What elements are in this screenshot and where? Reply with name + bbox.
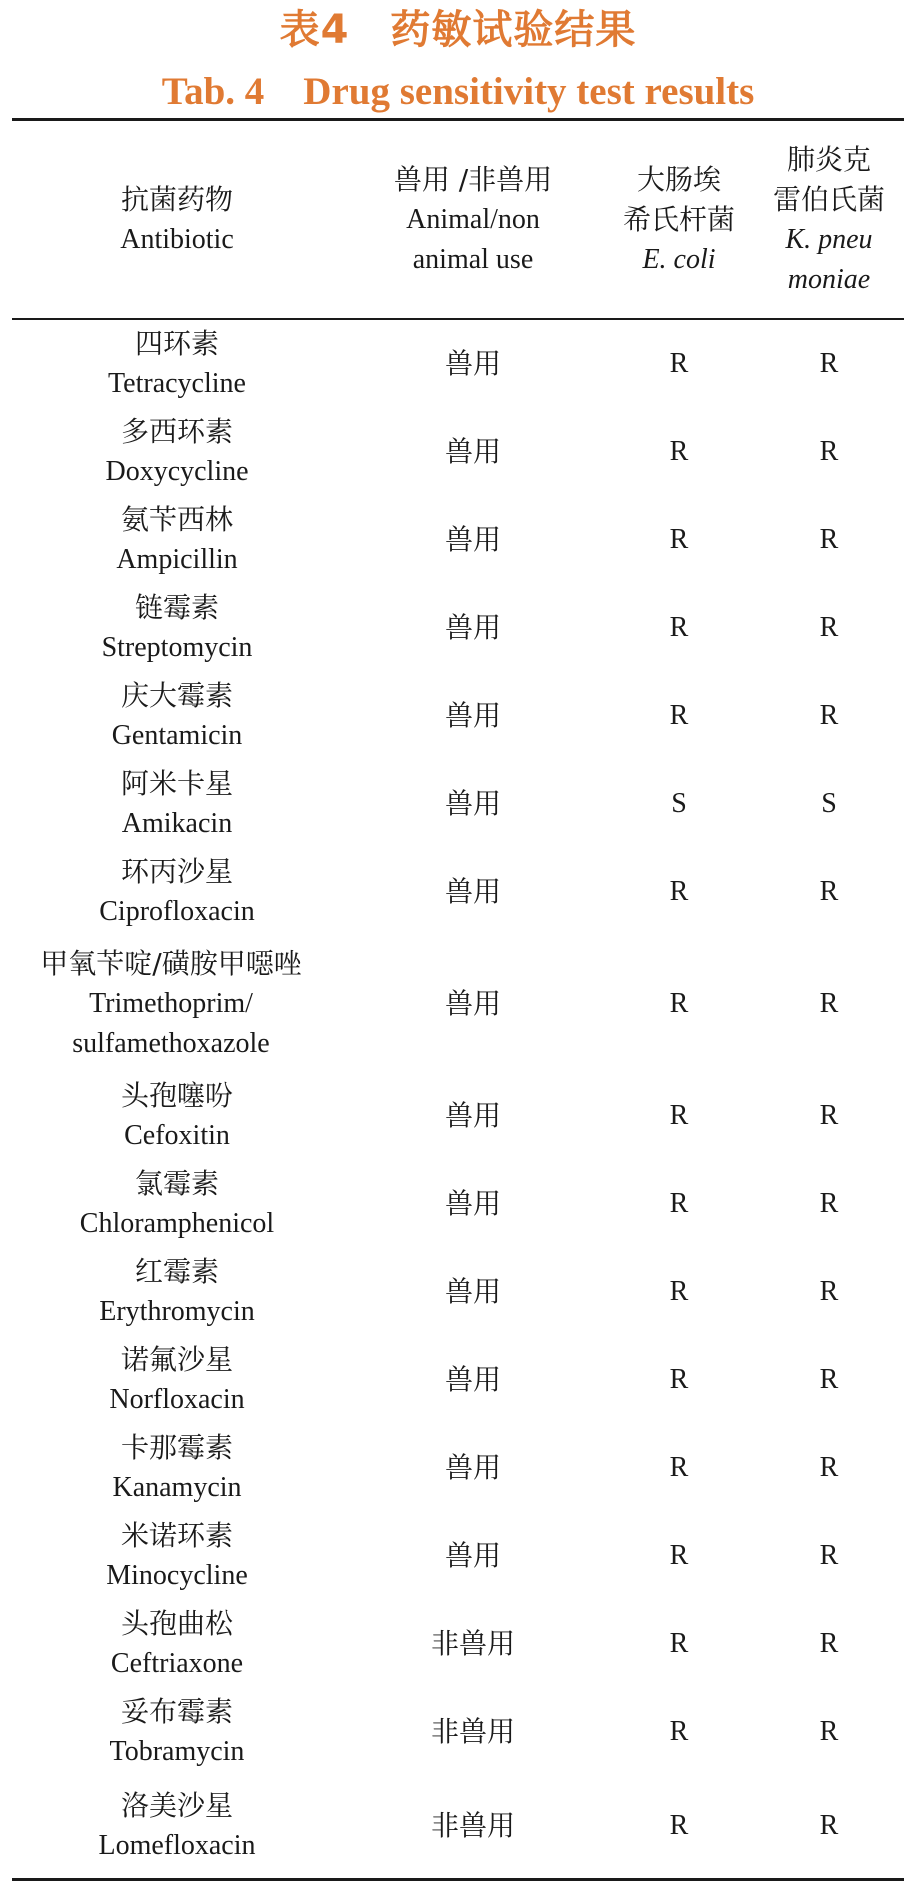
header-ecoli-zh-1: 大肠埃	[636, 162, 721, 196]
antibiotic-zh: 多西环素	[120, 415, 233, 448]
kpneu-cell: R	[819, 1364, 839, 1395]
ecoli-cell: R	[669, 1188, 689, 1219]
antibiotic-zh: 卡那霉素	[120, 1431, 233, 1464]
ecoli-cell: R	[669, 1364, 689, 1395]
use-cell: 兽用	[444, 523, 501, 556]
antibiotic-zh: 环丙沙星	[120, 855, 233, 888]
table-row	[12, 1688, 904, 1776]
use-cell: 兽用	[444, 1363, 501, 1396]
use-cell: 兽用	[444, 1187, 501, 1220]
antibiotic-zh: 米诺环素	[120, 1519, 233, 1552]
antibiotic-zh: 四环素	[134, 327, 219, 360]
kpneu-cell: R	[819, 1452, 839, 1483]
antibiotic-zh: 红霉素	[134, 1255, 219, 1288]
use-cell: 兽用	[444, 875, 501, 908]
kpneu-cell: R	[819, 612, 839, 643]
ecoli-cell: R	[669, 876, 689, 907]
header-antibiotic	[12, 121, 342, 318]
antibiotic-zh: 头孢曲松	[120, 1607, 233, 1640]
kpneu-cell: R	[819, 1628, 839, 1659]
antibiotic-zh: 甲氧苄啶/磺胺甲噁唑	[40, 947, 302, 980]
antibiotic-cell	[12, 1072, 342, 1160]
ecoli-cell: R	[669, 612, 689, 643]
antibiotic-en: Tetracycline	[108, 368, 246, 399]
header-use	[342, 121, 604, 318]
antibiotic-en: Norfloxacin	[109, 1384, 245, 1415]
table-title-zh: 表4 药敏试验结果	[279, 7, 637, 53]
use-cell: 兽用	[444, 787, 501, 820]
antibiotic-cell	[12, 1424, 342, 1512]
antibiotic-zh: 洛美沙星	[120, 1789, 233, 1822]
ecoli-cell: R	[669, 436, 689, 467]
antibiotic-cell	[12, 320, 342, 408]
table-row	[12, 1600, 904, 1688]
kpneu-cell: R	[819, 1810, 839, 1841]
antibiotic-cell	[12, 760, 342, 848]
header-antibiotic-en: Antibiotic	[120, 223, 234, 255]
header-use-zh: 兽用 /非兽用	[393, 162, 553, 196]
kpneu-cell: R	[819, 1188, 839, 1219]
antibiotic-cell	[12, 1512, 342, 1600]
table-row	[12, 1776, 904, 1876]
table-row	[12, 408, 904, 496]
table-row	[12, 1072, 904, 1160]
antibiotic-zh: 氨苄西林	[120, 503, 233, 536]
use-cell: 兽用	[444, 1451, 501, 1484]
kpneu-cell: R	[819, 524, 839, 555]
antibiotic-en: Kanamycin	[112, 1472, 242, 1503]
kpneu-cell: R	[819, 988, 839, 1019]
bottom-rule	[12, 1878, 904, 1881]
antibiotic-en: Ampicillin	[116, 544, 238, 575]
use-cell: 兽用	[444, 1539, 501, 1572]
table-row	[12, 496, 904, 584]
kpneu-cell: R	[819, 1540, 839, 1571]
table-row	[12, 760, 904, 848]
table-row	[12, 848, 904, 936]
antibiotic-en: Amikacin	[121, 808, 233, 839]
kpneu-cell: R	[819, 700, 839, 731]
antibiotic-cell	[12, 1336, 342, 1424]
antibiotic-zh: 诺氟沙星	[120, 1343, 233, 1376]
antibiotic-en: Streptomycin	[101, 632, 253, 663]
ecoli-cell: R	[669, 1628, 689, 1659]
antibiotic-zh: 氯霉素	[134, 1167, 219, 1200]
use-cell: 兽用	[444, 1275, 501, 1308]
header-ecoli-zh-2: 希氏杆菌	[622, 202, 735, 236]
ecoli-cell: R	[669, 348, 689, 379]
ecoli-cell: R	[669, 1276, 689, 1307]
header-kpneu-zh-2: 雷伯氏菌	[772, 182, 885, 216]
table-title-en: Tab. 4 Drug sensitivity test results	[161, 70, 755, 113]
kpneu-cell: R	[819, 876, 839, 907]
use-cell: 兽用	[444, 987, 501, 1020]
kpneu-cell: R	[819, 1716, 839, 1747]
antibiotic-zh: 阿米卡星	[120, 767, 233, 800]
header-kpneu-zh-1: 肺炎克	[786, 142, 871, 176]
ecoli-cell: R	[669, 524, 689, 555]
table-row	[12, 1424, 904, 1512]
header-kpneu	[754, 121, 904, 318]
antibiotic-cell	[12, 584, 342, 672]
table-row	[12, 320, 904, 408]
antibiotic-cell	[0, 936, 342, 1072]
antibiotic-en-line-2: sulfamethoxazole	[72, 1028, 270, 1059]
antibiotic-cell	[12, 848, 342, 936]
ecoli-cell: R	[669, 988, 689, 1019]
antibiotic-en: Chloramphenicol	[79, 1208, 275, 1239]
kpneu-cell: R	[819, 1100, 839, 1131]
use-cell: 兽用	[444, 347, 501, 380]
antibiotic-cell	[12, 1688, 342, 1776]
antibiotic-en: Erythromycin	[99, 1296, 255, 1327]
table-row	[12, 1336, 904, 1424]
kpneu-cell: R	[819, 1276, 839, 1307]
use-cell: 兽用	[444, 435, 501, 468]
antibiotic-zh: 链霉素	[134, 591, 219, 624]
header-ecoli	[604, 121, 754, 318]
antibiotic-cell	[12, 1248, 342, 1336]
kpneu-cell: S	[821, 788, 837, 819]
use-cell: 兽用	[444, 1099, 501, 1132]
antibiotic-en: Ciprofloxacin	[99, 896, 255, 927]
ecoli-cell: S	[671, 788, 687, 819]
use-cell: 兽用	[444, 611, 501, 644]
antibiotic-cell	[12, 672, 342, 760]
ecoli-cell: R	[669, 1452, 689, 1483]
antibiotic-zh: 头孢噻吩	[120, 1079, 233, 1112]
header-kpneu-en-1: K. pneu	[785, 223, 873, 255]
antibiotic-en: Trimethoprim/	[89, 988, 253, 1019]
header-kpneu-en-2: moniae	[787, 263, 871, 295]
table-row	[12, 1248, 904, 1336]
ecoli-cell: R	[669, 1716, 689, 1747]
ecoli-cell: R	[669, 1100, 689, 1131]
table-body	[12, 320, 904, 1876]
antibiotic-cell	[12, 1600, 342, 1688]
table-header	[12, 121, 904, 318]
antibiotic-en: Tobramycin	[109, 1736, 245, 1767]
use-cell: 非兽用	[430, 1809, 515, 1842]
antibiotic-en: Gentamicin	[111, 720, 243, 751]
table-row	[12, 584, 904, 672]
antibiotic-en: Minocycline	[106, 1560, 248, 1591]
use-cell: 非兽用	[430, 1627, 515, 1660]
antibiotic-zh: 妥布霉素	[120, 1695, 233, 1728]
kpneu-cell: R	[819, 436, 839, 467]
ecoli-cell: R	[669, 1540, 689, 1571]
antibiotic-cell	[12, 496, 342, 584]
use-cell: 非兽用	[430, 1715, 515, 1748]
antibiotic-en: Doxycycline	[105, 456, 249, 487]
ecoli-cell: R	[669, 1810, 689, 1841]
antibiotic-en: Lomefloxacin	[98, 1830, 256, 1861]
use-cell: 兽用	[444, 699, 501, 732]
header-ecoli-en: E. coli	[642, 243, 716, 275]
antibiotic-cell	[12, 408, 342, 496]
antibiotic-zh: 庆大霉素	[120, 679, 233, 712]
header-use-en-2: animal use	[412, 243, 534, 275]
header-antibiotic-zh: 抗菌药物	[120, 182, 233, 216]
header-use-en-1: Animal/non	[406, 203, 540, 235]
antibiotic-en: Cefoxitin	[124, 1120, 230, 1151]
antibiotic-cell	[12, 1776, 342, 1876]
antibiotic-cell	[12, 1160, 342, 1248]
table-row	[12, 672, 904, 760]
table-row	[12, 936, 904, 1072]
ecoli-cell: R	[669, 700, 689, 731]
table-row	[12, 1160, 904, 1248]
kpneu-cell: R	[819, 348, 839, 379]
table-row	[12, 1512, 904, 1600]
antibiotic-en: Ceftriaxone	[110, 1648, 244, 1679]
